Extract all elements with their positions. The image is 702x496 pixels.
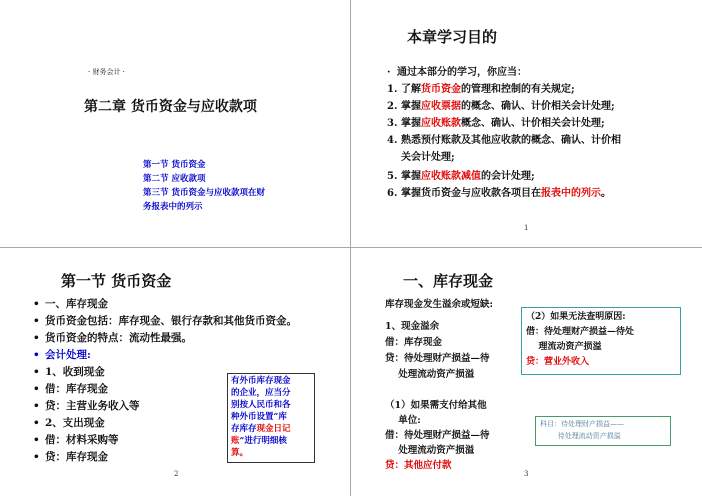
page-number: 3	[524, 470, 529, 478]
box-line: 理流动资产损溢	[526, 342, 602, 352]
bullet-icon: •	[33, 400, 40, 412]
page-number: 1	[524, 224, 529, 232]
entry-line: 1、现金溢余	[385, 321, 440, 332]
objectives-title: 本章学习目的	[407, 28, 498, 46]
vertical-divider	[350, 0, 351, 496]
objective-highlight: 应收票据	[421, 101, 461, 112]
note-text: 别按人民币和各	[231, 400, 291, 410]
note-text: 种外币设置“库	[231, 412, 287, 422]
objective-text: 掌握	[401, 118, 421, 129]
unexplained-cause-box	[521, 307, 681, 375]
entry-line: 借：待处理财产损益—待	[385, 430, 490, 441]
list-item-text: 货币资金包括：库存现金、银行存款和其他货币资金。	[45, 315, 297, 327]
note-text: 的企业，应当分	[231, 388, 291, 398]
note-line	[231, 399, 311, 411]
note-text: 算。	[231, 448, 249, 458]
entry-line: 处理流动资产损溢	[385, 445, 475, 456]
objective-number: 2.	[387, 101, 398, 112]
objective-text: 的概念、确认、计价相关会计处理;	[461, 101, 615, 112]
entry-line: 贷：待处理财产损益—待	[385, 353, 490, 364]
objective-item	[387, 167, 535, 182]
objective-number: 3.	[387, 118, 398, 129]
note-text: 存库存	[231, 424, 257, 434]
list-item-text: 借：材料采购等	[45, 434, 119, 446]
box-line: （2）如果无法查明原因:	[526, 312, 626, 322]
list-item	[33, 347, 297, 364]
bullet-icon: •	[33, 451, 40, 463]
note-text: ”进行明细核	[239, 436, 287, 446]
list-item-text: 1、收到现金	[45, 366, 105, 378]
bullet-icon: •	[33, 349, 40, 361]
note-line	[231, 387, 311, 399]
bullet-icon: •	[33, 366, 40, 378]
objective-highlight: 应收账款减值	[421, 171, 481, 182]
objective-text: 了解	[401, 84, 421, 95]
note-line	[231, 375, 311, 387]
objective-text: 关会计处理;	[401, 152, 455, 163]
list-item	[33, 330, 297, 347]
note-line	[231, 411, 311, 423]
note-text: 账	[231, 436, 240, 446]
note-text: 现金日记	[256, 424, 291, 434]
list-item-text: 2、支出现金	[45, 417, 105, 429]
entry-line: 单位:	[385, 415, 421, 426]
note-line	[231, 423, 311, 435]
list-item	[33, 313, 297, 330]
objective-item	[387, 114, 605, 129]
objective-highlight: 应收账款	[421, 118, 461, 129]
objective-item	[387, 80, 575, 95]
section-title: 一、库存现金	[403, 272, 494, 290]
entry-line: （1）如果需支付给其他	[385, 400, 487, 411]
account-note-box	[535, 416, 671, 446]
bullet-icon: •	[33, 417, 40, 429]
list-item-text: 会计处理:	[45, 349, 91, 361]
box-line: 借：待处理财产损益—待处	[526, 327, 635, 337]
note-line	[231, 435, 311, 447]
box-line: 贷：营业外收入	[526, 357, 590, 367]
objective-item	[387, 148, 455, 163]
entry-line: 借：库存现金	[385, 337, 443, 348]
list-item-text: 贷：库存现金	[45, 451, 108, 463]
list-item	[33, 296, 297, 313]
objective-item	[387, 97, 615, 112]
note-box	[227, 373, 315, 463]
objective-number: 5.	[387, 171, 398, 182]
entry-line: 贷：其他应付款	[385, 460, 452, 471]
bullet-icon: •	[33, 434, 40, 446]
objective-text: 的管理和控制的有关规定;	[461, 84, 575, 95]
bullet-icon: •	[33, 383, 40, 395]
objectives-intro: · 通过本部分的学习，你应当：	[387, 67, 527, 78]
small-box-line: 待处理流动资产损溢	[540, 432, 621, 440]
section-link-3-cont[interactable]: 务报表中的列示	[143, 202, 203, 212]
section-link-2[interactable]: 第二节 应收款项	[143, 174, 206, 184]
entry-line: 处理流动资产损溢	[385, 369, 475, 380]
section-link-3[interactable]: 第三节 货币资金与应收款项在财	[143, 188, 265, 198]
chapter-title: 第二章 货币资金与应收款项	[84, 99, 257, 115]
objective-item	[387, 131, 621, 146]
list-item-text: 货币资金的特点：流动性最强。	[45, 332, 192, 344]
objective-number: 1.	[387, 84, 398, 95]
objective-text: 的会计处理;	[481, 171, 535, 182]
note-line	[231, 447, 311, 459]
section-title: 第一节 货币资金	[61, 272, 172, 290]
slide-subtitle: 库存现金发生溢余或短缺:	[385, 299, 494, 310]
objective-number: 4.	[387, 135, 398, 146]
objective-item	[387, 184, 611, 199]
slide-header: · 财务会计 ·	[88, 68, 125, 76]
list-item-text: 借：库存现金	[45, 383, 108, 395]
objective-highlight: 报表中的列示	[541, 188, 601, 199]
bullet-icon: •	[33, 298, 40, 310]
list-item-text: 贷：主营业务收入等	[45, 400, 140, 412]
horizontal-divider	[0, 247, 702, 248]
objective-text: 掌握	[401, 171, 421, 182]
objective-number: 6.	[387, 188, 398, 199]
objective-highlight: 货币资金	[421, 84, 461, 95]
objective-text: 。	[601, 188, 611, 199]
section-link-1[interactable]: 第一节 货币资金	[143, 160, 206, 170]
small-box-line: 科目：待处理财产损益——	[540, 420, 624, 428]
objective-text: 概念、确认、计价相关会计处理;	[461, 118, 605, 129]
note-text: 有外币库存现金	[231, 376, 291, 386]
page-number: 2	[174, 470, 179, 478]
bullet-icon: •	[33, 315, 40, 327]
objective-text: 掌握	[401, 101, 421, 112]
objective-text: 熟悉预付账款及其他应收款的概念、确认、计价相	[401, 135, 621, 146]
bullet-icon: •	[33, 332, 40, 344]
objective-text: 掌握货币资金与应收款各项目在	[401, 188, 541, 199]
list-item-text: 一、库存现金	[45, 298, 108, 310]
